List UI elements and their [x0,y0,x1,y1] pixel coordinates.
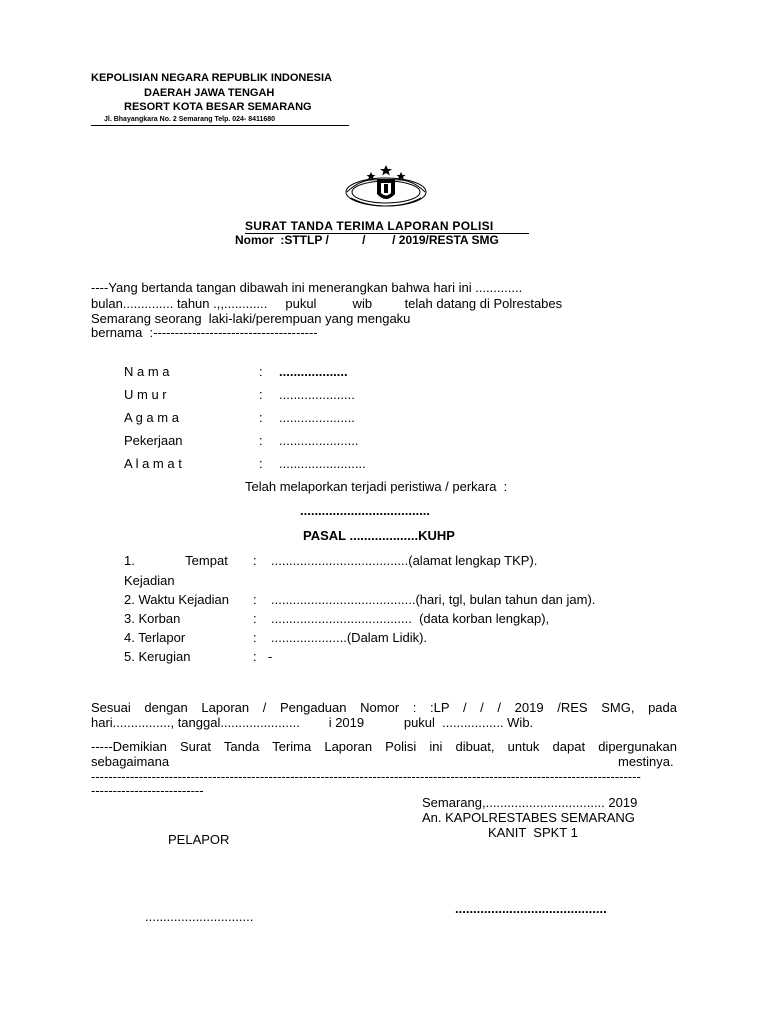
detail-value-korban: ....................................... (data korban lengkap), [271,611,550,626]
header-line-3: RESORT KOTA BESAR SEMARANG [124,101,312,113]
detail-colon: : [253,630,257,645]
detail-label-kejadian: Kejadian [124,573,175,588]
detail-label-korban: 3. Korban [124,611,181,626]
signature-kanit: KANIT SPKT 1 [488,825,578,840]
closing-line-1: -----Demikian Surat Tanda Terima Laporan Polisi ini dibuat, untuk dapat dipergunakan [91,739,677,754]
dash-line-1: ------------------------------------------------------------------------------------------------------------------------------- [91,769,641,784]
detail-value-kerugian: - [268,649,273,664]
document-title: SURAT TANDA TERIMA LAPORAN POLISI [245,219,494,233]
detail-value-tempat: ......................................(alamat lengkap TKP). [271,553,538,568]
identity-value-pekerjaan: ...................... [279,433,359,448]
signature-pelapor-line: .............................. [145,909,254,924]
police-emblem-icon [341,162,431,212]
header-underline [91,125,349,126]
detail-label-terlapor: 4. Terlapor [124,630,186,645]
signature-pelapor-label: PELAPOR [168,832,230,847]
detail-label-waktu: 2. Waktu Kejadian [124,592,230,607]
detail-colon: : [253,611,257,626]
pasal-kuhp: PASAL ...................KUHP [303,528,455,543]
detail-value-waktu: ........................................(hari, tgl, bulan tahun dan jam). [271,592,596,607]
signature-officer-line: .......................................... [455,901,607,916]
identity-label-alamat: A l a m a t [124,456,182,471]
intro-line-3: Semarang seorang laki-laki/perempuan yang mengaku [91,311,411,326]
identity-value-umur: ..................... [279,387,355,402]
intro-line-1: ----Yang bertanda tangan dibawah ini menerangkan bahwa hari ini ............. [91,280,523,295]
intro-line-2: bulan.............. tahun .,,............ pukul wib telah datang di Polrestabes [91,296,563,311]
header-address: Jl. Bhayangkara No. 2 Semarang Telp. 024- 8411680 [104,116,276,123]
identity-value-agama: ..................... [279,410,355,425]
header-line-1: KEPOLISIAN NEGARA REPUBLIK INDONESIA [91,72,333,84]
detail-colon: : [253,592,257,607]
incident-dots: .................................... [300,503,431,518]
intro-line-4: bernama :-------------------------------------- [91,325,318,340]
reference-line-1: Sesuai dengan Laporan / Pengaduan Nomor : :LP / / / 2019 /RES SMG, pada [91,700,677,715]
detail-colon: : [253,649,257,664]
dash-line-2: -------------------------- [91,783,204,798]
identity-colon: : [259,364,263,379]
detail-label-kerugian: 5. Kerugian [124,649,191,664]
identity-colon: : [259,387,263,402]
signature-place-date: Semarang,................................. 2019 [422,795,638,810]
detail-label-tempat: 1. Tempat [124,553,228,568]
document-number: Nomor :STTLP / / / 2019/RESTA SMG [235,233,499,247]
identity-label-agama: A g a m a [124,410,179,425]
closing-line-2-start: sebagaimana [91,754,170,769]
identity-colon: : [259,410,263,425]
reference-line-2: hari................, tanggal...................... i 2019 pukul ................. Wib. [91,715,534,730]
identity-colon: : [259,456,263,471]
identity-label-nama: N a m a [124,364,170,379]
identity-value-nama: ................... [279,364,348,379]
signature-authority: An. KAPOLRESTABES SEMARANG [422,810,635,825]
identity-value-alamat: ........................ [279,456,366,471]
detail-colon: : [253,553,257,568]
header-line-2: DAERAH JAWA TENGAH [144,87,275,99]
identity-colon: : [259,433,263,448]
reported-statement: Telah melaporkan terjadi peristiwa / perkara : [245,479,508,494]
closing-line-2-end: mestinya. [618,754,674,769]
identity-label-umur: U m u r [124,387,167,402]
identity-label-pekerjaan: Pekerjaan [124,433,183,448]
detail-value-terlapor: .....................(Dalam Lidik). [271,630,428,645]
